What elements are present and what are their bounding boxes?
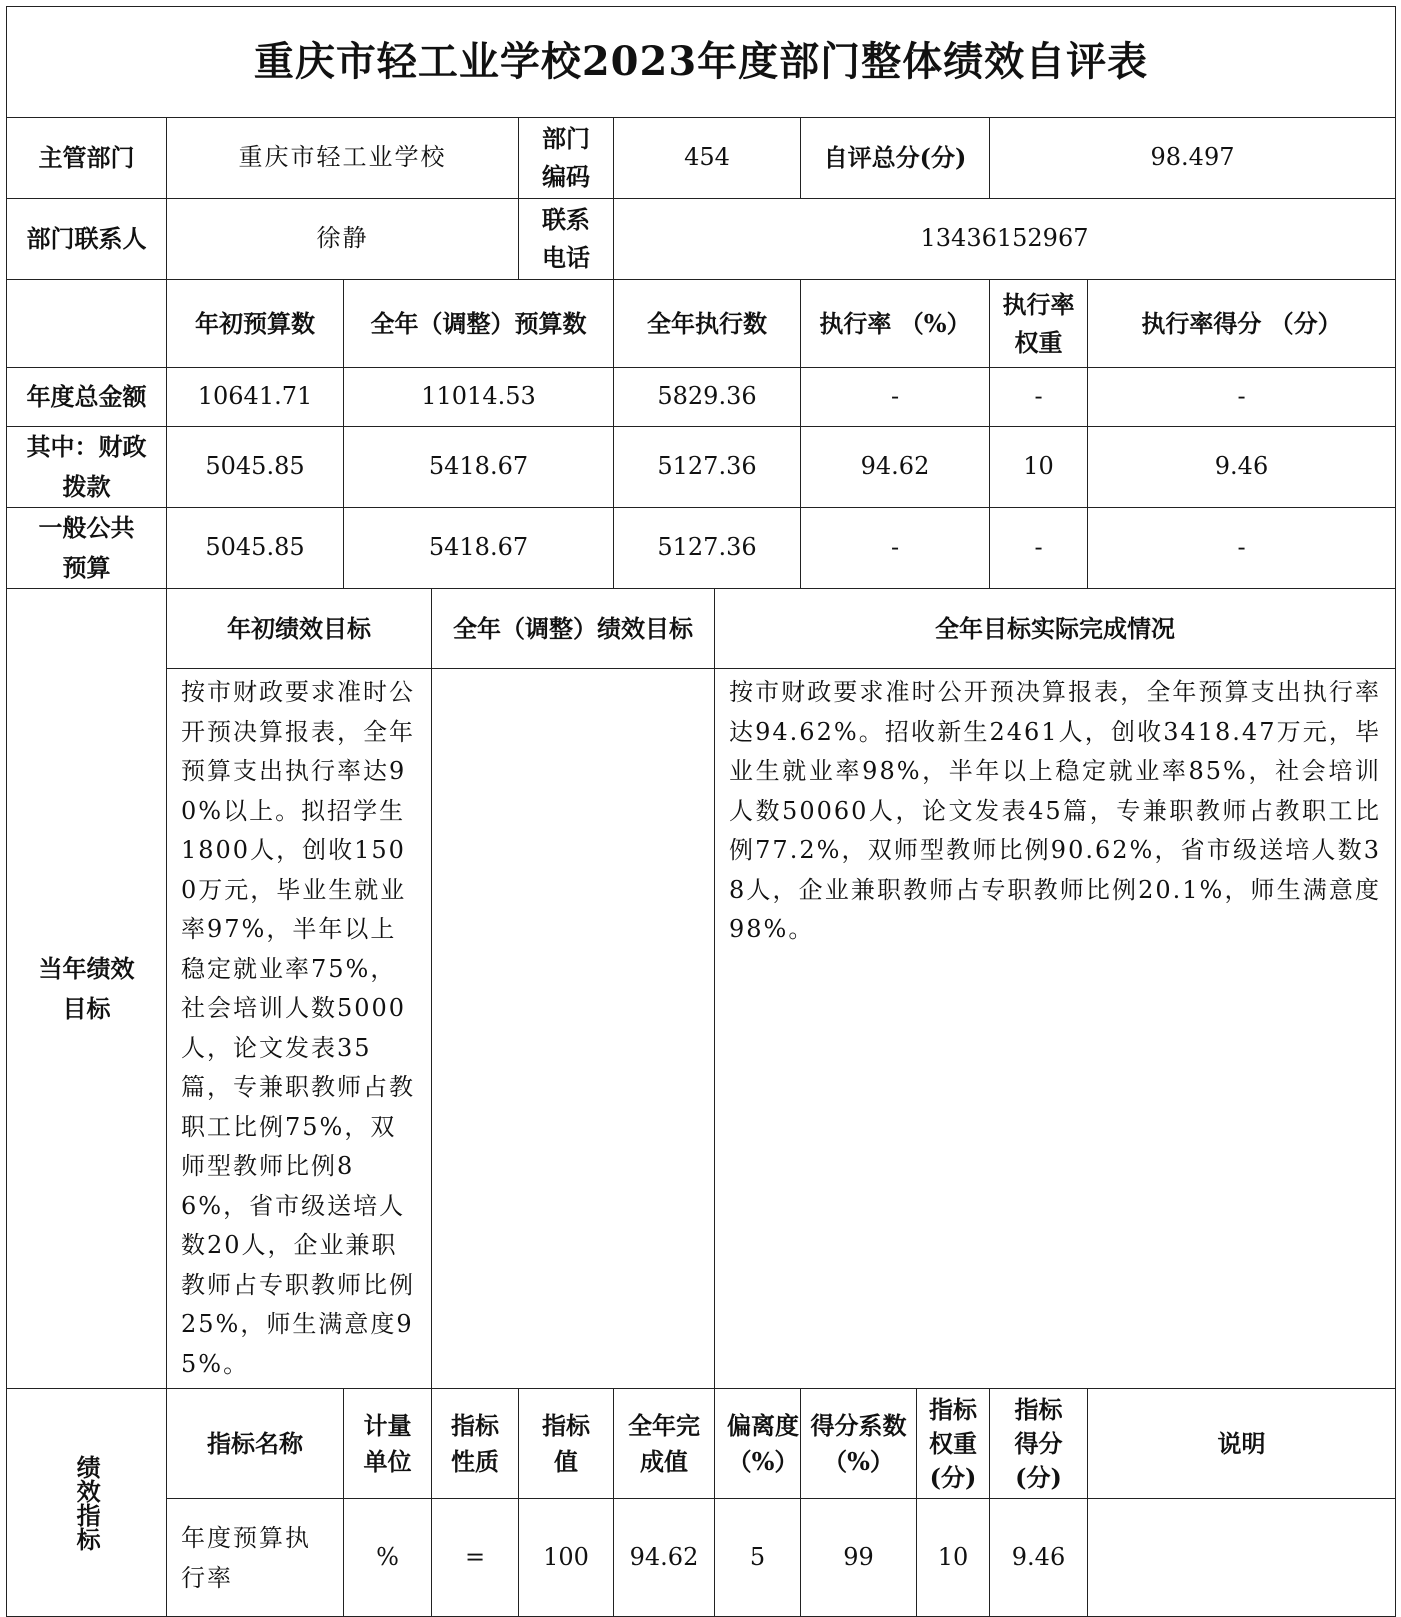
budget-cell: 5127.36 [614,427,801,508]
score-value: 98.497 [990,118,1396,199]
budget-header-adjusted: 全年（调整）预算数 [344,280,614,368]
indicator-weight: 10 [917,1499,990,1617]
budget-cell: 5829.36 [614,368,801,427]
indicator-header-target: 指标值 [519,1389,614,1499]
indicators-section-label: 绩效指标 [7,1389,167,1617]
form-title: 重庆市轻工业学校2023年度部门整体绩效自评表 [7,7,1396,118]
goals-initial-text: 按市财政要求准时公开预决算报表，全年预算支出执行率达90%以上。拟招学生1800人，创收1500万元，毕业生就业率97%，半年以上稳定就业率75%，社会培训人数5000人，论文发表35篇，专兼职教师占教职工比例75%，双师型教师比例86%，省市级送培人数20人，企业兼职教师占专职教师比例25%，师生满意度95%。 [167,669,432,1389]
table-row [7,1499,1396,1617]
indicator-header-score: 指标得分(分) [990,1389,1088,1499]
goals-header-actual: 全年目标实际完成情况 [715,589,1396,669]
budget-cell: 9.46 [1088,427,1396,508]
goals-header-initial: 年初绩效目标 [167,589,432,669]
budget-row-label: 年度总金额 [7,368,167,427]
indicator-header-deviation: 偏离度（%） [715,1389,801,1499]
budget-cell: - [1088,508,1396,589]
budget-cell: 5045.85 [167,508,344,589]
indicator-score: 9.46 [990,1499,1088,1617]
budget-header-initial: 年初预算数 [167,280,344,368]
budget-cell: - [990,368,1088,427]
code-value: 454 [614,118,801,199]
goals-actual-text: 按市财政要求准时公开预决算报表，全年预算支出执行率达94.62%。招收新生2461人，创收3418.47万元，毕业生就业率98%，半年以上稳定就业率85%，社会培训人数50060人，论文发表45篇，专兼职教师占教职工比例77.2%，双师型教师比例90.62%，省市级送培人数38人，企业兼职教师占专职教师比例20.1%，师生满意度98%。 [715,669,1396,1389]
budget-cell: 5418.67 [344,508,614,589]
indicator-actual: 94.62 [614,1499,715,1617]
budget-cell: - [801,368,990,427]
table-row [7,368,1396,427]
budget-cell: 11014.53 [344,368,614,427]
dept-value: 重庆市轻工业学校 [167,118,519,199]
budget-header-rate: 执行率 （%） [801,280,990,368]
budget-header-score: 执行率得分 （分） [1088,280,1396,368]
indicator-name: 年度预算执行率 [167,1499,344,1617]
contact-value: 徐静 [167,199,519,280]
budget-header-executed: 全年执行数 [614,280,801,368]
indicator-header-nature: 指标性质 [432,1389,519,1499]
indicator-header-name: 指标名称 [167,1389,344,1499]
budget-cell: 94.62 [801,427,990,508]
budget-corner [7,280,167,368]
budget-header-weight: 执行率权重 [990,280,1088,368]
indicator-target: 100 [519,1499,614,1617]
indicator-deviation: 5 [715,1499,801,1617]
goals-section-label: 当年绩效目标 [7,589,167,1389]
dept-label: 主管部门 [7,118,167,199]
code-label: 部门编码 [519,118,614,199]
table-row [7,427,1396,508]
score-label: 自评总分(分) [801,118,990,199]
budget-cell: 10 [990,427,1088,508]
indicator-coefficient: 99 [801,1499,917,1617]
goals-header-adjusted: 全年（调整）绩效目标 [432,589,715,669]
goals-adjusted-text [432,669,715,1389]
table-row [7,508,1396,589]
indicator-header-actual: 全年完成值 [614,1389,715,1499]
indicator-header-coefficient: 得分系数（%） [801,1389,917,1499]
budget-cell: 5418.67 [344,427,614,508]
evaluation-table [6,6,1396,1617]
indicator-unit: % [344,1499,432,1617]
budget-cell: - [1088,368,1396,427]
budget-cell: 10641.71 [167,368,344,427]
budget-cell: 5045.85 [167,427,344,508]
indicator-header-note: 说明 [1088,1389,1396,1499]
budget-cell: - [990,508,1088,589]
phone-label: 联系电话 [519,199,614,280]
contact-label: 部门联系人 [7,199,167,280]
budget-cell: - [801,508,990,589]
budget-row-label: 一般公共预算 [7,508,167,589]
indicator-header-weight: 指标权重(分) [917,1389,990,1499]
indicator-nature: = [432,1499,519,1617]
indicator-header-unit: 计量单位 [344,1389,432,1499]
budget-cell: 5127.36 [614,508,801,589]
phone-value: 13436152967 [614,199,1396,280]
evaluation-form [6,6,1395,1596]
indicator-note [1088,1499,1396,1617]
budget-row-label: 其中：财政拨款 [7,427,167,508]
